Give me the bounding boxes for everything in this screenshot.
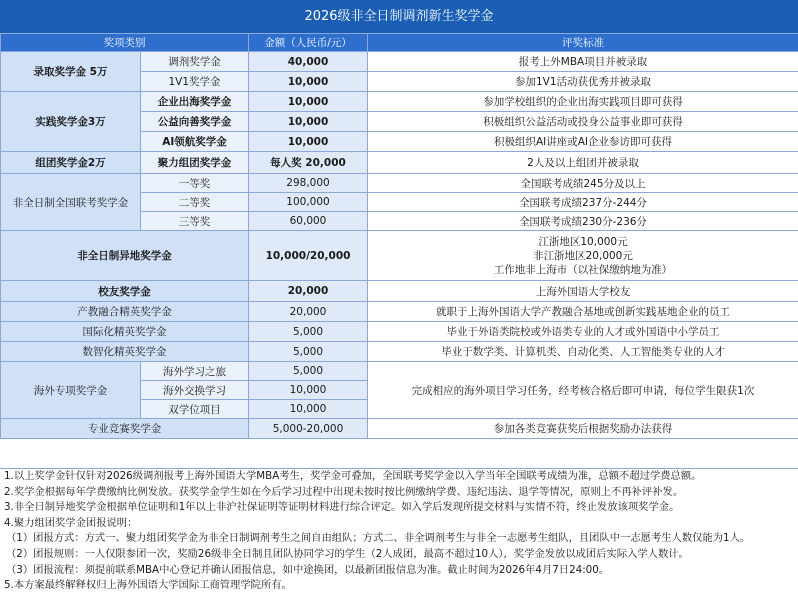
item-criteria: 参加学校组织的企业出海实践项目即可获得 (368, 92, 798, 112)
scholarship-table (0, 33, 798, 439)
item-amount: 10,000 (249, 132, 368, 152)
item-amount: 20,000 (249, 281, 368, 302)
table-row (1, 322, 798, 342)
item-amount: 40,000 (249, 52, 368, 72)
item-criteria: 积极组织AI讲座或AI企业参访即可获得 (368, 132, 798, 152)
industry-category: 产教融合精英奖学金 (1, 302, 249, 322)
item-name: 三等奖 (141, 212, 249, 231)
table-row (1, 342, 798, 362)
table-row (1, 302, 798, 322)
table-row (1, 152, 798, 174)
header-amount: 金额（人民币/元） (249, 34, 368, 52)
item-name: 1V1奖学金 (141, 72, 249, 92)
remote-category: 非全日制异地奖学金 (1, 231, 249, 281)
table-row (1, 52, 798, 72)
national-category: 非全日制全国联考奖学金 (1, 174, 141, 231)
note-line: （3）团报流程：须提前联系MBA中心登记并确认团报信息，如中途换团，以最新团报信息为准。截止时间为2026年4月7日24:00。 (0, 563, 798, 579)
table-row (1, 362, 798, 381)
item-criteria: 报考上外MBA项目并被录取 (368, 52, 798, 72)
item-criteria: 毕业于外语类院校或外语类专业的人才或外国语中小学员工 (368, 322, 798, 342)
group-category: 组团奖学金2万 (1, 152, 141, 174)
note-line: 3.非全日制异地奖学金根据单位证明和1年以上非沪社保证明等证明材料进行综合评定。如入学后发现所提交材料与实情不符，终止发放该项奖学金。 (0, 500, 798, 516)
item-criteria: 完成相应的海外项目学习任务，经考核合格后即可申请，每位学生限获1次 (368, 362, 798, 419)
item-amount: 5,000 (249, 342, 368, 362)
notes-section (0, 468, 798, 599)
table-row (1, 92, 798, 112)
note-line: （2）团报规则：一人仅限参团一次，奖励26级非全日制且团队协同学习的学生（2人成团，最高不超过10人），奖学金发放以成团后实际入学人数计。 (0, 547, 798, 563)
note-line: （1）团报方式：方式一、聚力组团奖学金为非全日制调剂考生之间自由组队；方式二、非全调剂考生与非全一志愿考生组队，且团队中一志愿考生人数仅能为1人。 (0, 531, 798, 547)
table-row (1, 281, 798, 302)
item-criteria: 2人及以上组团并被录取 (368, 152, 798, 174)
item-criteria: 全国联考成绩230分-236分 (368, 212, 798, 231)
item-criteria: 积极组织公益活动或投身公益事业即可获得 (368, 112, 798, 132)
table-row (1, 231, 798, 281)
item-amount: 每人奖 20,000 (249, 152, 368, 174)
item-criteria: 就职于上海外国语大学产教融合基地或创新实践基地企业的员工 (368, 302, 798, 322)
item-amount: 5,000-20,000 (249, 419, 368, 439)
alumni-category: 校友奖学金 (1, 281, 249, 302)
item-name: 海外学习之旅 (141, 362, 249, 381)
header-category: 奖项类别 (1, 34, 249, 52)
page-title: 2026级非全日制调剂新生奖学金 (0, 0, 798, 33)
note-line: 5.本方案最终解释权归上海外国语大学国际工商管理学院所有。 (0, 578, 798, 594)
item-name: 双学位项目 (141, 400, 249, 419)
item-amount: 10,000/20,000 (249, 231, 368, 281)
item-amount: 10,000 (249, 92, 368, 112)
item-criteria: 全国联考成绩237分-244分 (368, 193, 798, 212)
item-name: AI领航奖学金 (141, 132, 249, 152)
table-row (1, 419, 798, 439)
item-name: 二等奖 (141, 193, 249, 212)
item-amount: 298,000 (249, 174, 368, 193)
overseas-category: 海外专项奖学金 (1, 362, 141, 419)
criteria-line: 非江浙地区20,000元 (372, 249, 794, 263)
item-amount: 10,000 (249, 381, 368, 400)
note-line: 4.聚力组团奖学金团报说明： (0, 516, 798, 532)
contest-category: 专业竞赛奖学金 (1, 419, 249, 439)
digital-category: 数智化精英奖学金 (1, 342, 249, 362)
item-amount: 60,000 (249, 212, 368, 231)
item-name: 企业出海奖学金 (141, 92, 249, 112)
practice-category: 实践奖学金3万 (1, 92, 141, 152)
item-name: 调剂奖学金 (141, 52, 249, 72)
item-amount: 10,000 (249, 112, 368, 132)
item-amount: 10,000 (249, 72, 368, 92)
item-name: 海外交换学习 (141, 381, 249, 400)
item-criteria: 全国联考成绩245分及以上 (368, 174, 798, 193)
item-criteria (368, 231, 798, 281)
table-row (1, 174, 798, 193)
item-criteria: 上海外国语大学校友 (368, 281, 798, 302)
item-amount: 100,000 (249, 193, 368, 212)
item-name: 一等奖 (141, 174, 249, 193)
intl-category: 国际化精英奖学金 (1, 322, 249, 342)
item-criteria: 参加各类竞赛获奖后根据奖励办法获得 (368, 419, 798, 439)
item-criteria: 毕业于数学类、计算机类、自动化类、人工智能类专业的人才 (368, 342, 798, 362)
item-amount: 10,000 (249, 400, 368, 419)
item-name: 聚力组团奖学金 (141, 152, 249, 174)
item-name: 公益向善奖学金 (141, 112, 249, 132)
criteria-line: 江浙地区10,000元 (372, 235, 794, 249)
item-criteria: 参加1V1活动获优秀并被录取 (368, 72, 798, 92)
item-amount: 5,000 (249, 362, 368, 381)
note-line: 1.以上奖学金针仅针对2026级调剂报考上海外国语大学MBA考生，奖学金可叠加，全国联考奖学金以入学当年全国联考成绩为准，总额不超过学费总额。 (0, 469, 798, 485)
criteria-line: 工作地非上海市（以社保缴纳地为准） (372, 263, 794, 277)
header-row (1, 34, 798, 52)
header-criteria: 评奖标准 (368, 34, 798, 52)
item-amount: 5,000 (249, 322, 368, 342)
item-amount: 20,000 (249, 302, 368, 322)
admission-category: 录取奖学金 5万 (1, 52, 141, 92)
note-line: 2.奖学金根据每年学费缴纳比例发放。获奖学金学生如在今后学习过程中出现未按时按比例缴纳学费、违纪违法、退学等情况，原则上不再补评补发。 (0, 485, 798, 501)
